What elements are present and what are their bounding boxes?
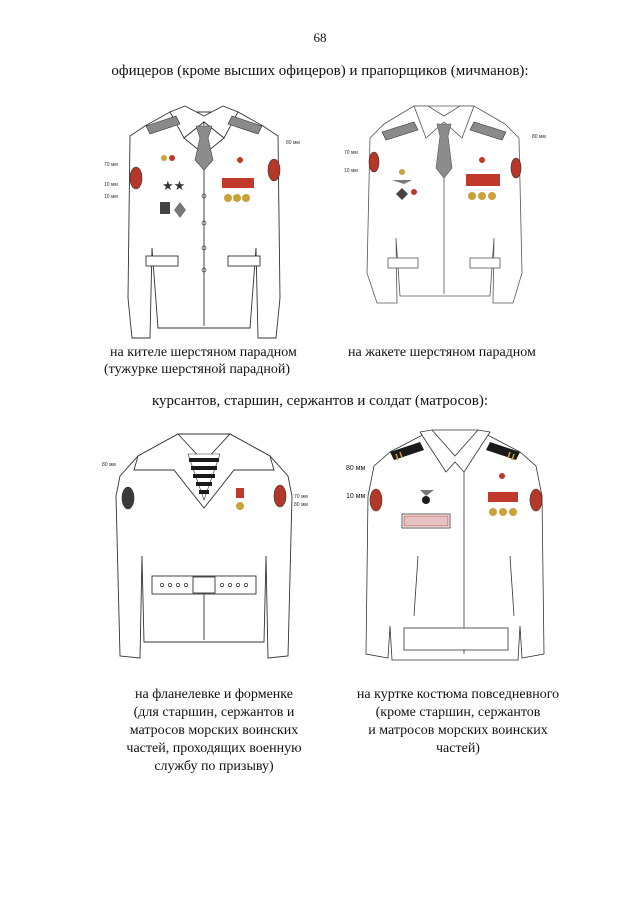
measure-label: 80 мм — [294, 502, 308, 508]
measure-label: 70 мм — [294, 494, 308, 500]
measure-label: 10 мм — [344, 168, 358, 174]
measure-label: 70 мм — [104, 162, 118, 168]
section-heading-officers: офицеров (кроме высших офицеров) и прапорщиков (мичманов): — [111, 63, 529, 79]
measure-label: 80 мм — [532, 134, 546, 140]
caption-line: частей, проходящих военную — [126, 741, 302, 756]
measure-label: 10 мм — [104, 182, 118, 188]
sleeve-emblem-left — [122, 487, 134, 509]
measure-label: 80 мм — [102, 462, 116, 468]
jacket-illustration — [342, 98, 547, 308]
caption-flannel — [96, 686, 332, 776]
svg-text:★★: ★★ — [162, 178, 186, 193]
caption-line: (для старшин, сержантов и — [133, 705, 295, 720]
page-number: 68 — [313, 30, 327, 45]
sleeve-emblem-left — [370, 489, 382, 511]
caption-casual-jacket — [336, 686, 580, 758]
caption-jacket-line1: на жакете шерстяном парадном — [348, 345, 536, 360]
measure-label: 70 мм — [344, 150, 358, 156]
measure-label: 10 мм — [346, 493, 366, 500]
caption-tunic-line1: на кителе шерстяном парадном — [110, 345, 297, 360]
caption-line: матросов морских воинских — [129, 723, 299, 738]
caption-line: на фланелевке и форменке — [135, 687, 293, 702]
sleeve-emblem-right — [511, 158, 521, 178]
measure-label: 80 мм — [286, 140, 300, 146]
caption-line: (кроме старшин, сержантов — [375, 705, 541, 720]
sleeve-emblem-right — [274, 485, 286, 507]
name-tape — [404, 516, 448, 526]
caption-tunic-line2: (тужурке шерстяной парадной) — [104, 362, 291, 377]
section-heading-cadets: курсантов, старшин, сержантов и солдат (матросов): — [151, 393, 489, 409]
sleeve-emblem-left — [130, 167, 142, 189]
measure-label: 80 мм — [346, 465, 366, 472]
caption-line: и матросов морских воинских — [368, 723, 548, 738]
flannel-shirt-illustration — [98, 426, 310, 666]
caption-line: частей) — [436, 741, 480, 756]
measure-label: 10 мм — [104, 194, 118, 200]
tunic-illustration — [100, 98, 310, 343]
sleeve-emblem-left — [369, 152, 379, 172]
sleeve-emblem-right — [268, 159, 280, 181]
caption-line: службу по призыву) — [154, 759, 274, 774]
sleeve-emblem-right — [530, 489, 542, 511]
caption-line: на куртке костюма повседневного — [356, 687, 560, 702]
casual-jacket-illustration — [340, 426, 570, 672]
